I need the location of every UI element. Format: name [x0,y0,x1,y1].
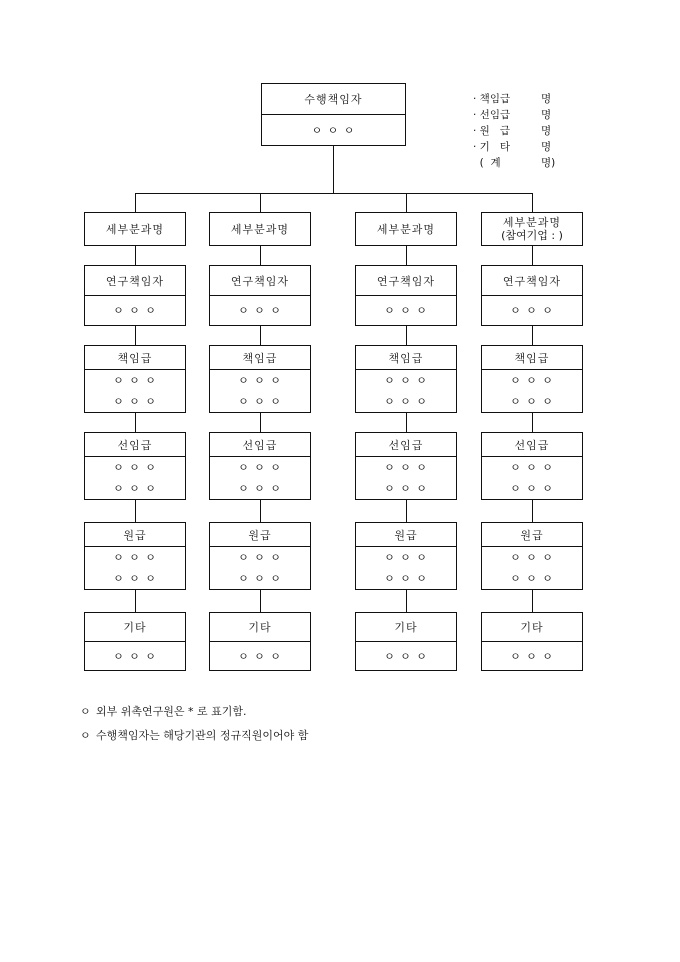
grade-member-list [356,456,456,499]
dept-name: 세부분과명 [502,216,562,229]
legend-grade-label: · 기 타 [473,141,510,153]
grade-member-list [482,546,582,589]
grade-member-name: ㅇ ㅇ ㅇ [238,374,282,387]
grade-box [481,432,583,500]
note-text: 수행책임자는 해당기관의 정규직원이어야 함 [96,729,309,742]
connector-dept-to-leader [406,246,407,265]
connector-bus-to-dept [260,193,261,212]
legend-grade-label: · 책임급 [473,93,511,105]
note-bullet-icon: ㅇ [80,729,91,742]
grade-box [84,612,186,671]
connector-to-group [260,590,261,612]
grade-member-name: ㅇ ㅇ ㅇ [113,572,157,585]
research-leader-title: 연구책임자 [376,274,436,288]
grade-member-list [85,369,185,412]
grade-member-name: ㅇ ㅇ ㅇ [482,641,582,669]
grade-member-name: ㅇ ㅇ ㅇ [356,641,456,669]
grade-box [355,522,457,590]
research-leader-name: ㅇ ㅇ ㅇ [482,295,582,324]
grade-title: 책임급 [514,351,550,365]
legend-row [473,107,555,123]
grade-member-name: ㅇ ㅇ ㅇ [384,572,428,585]
note-bullet-icon: ㅇ [80,705,91,718]
grade-title: 기타 [123,621,147,634]
research-leader-box [355,265,457,326]
connector-to-group [135,500,136,522]
grade-member-name: ㅇ ㅇ ㅇ [384,551,428,564]
research-leader-title: 연구책임자 [502,274,562,288]
connector-to-group [532,413,533,432]
dept-name: 세부분과명 [376,222,436,236]
legend-row [473,91,555,107]
grade-box [209,612,311,671]
connector-to-group [260,500,261,522]
research-leader-name: ㅇ ㅇ ㅇ [210,295,310,324]
legend-count-unit: 명 [541,93,552,105]
grade-member-name: ㅇ ㅇ ㅇ [384,482,428,495]
research-leader-name: ㅇ ㅇ ㅇ [356,295,456,324]
grade-box [355,345,457,413]
research-leader-box [84,265,186,326]
connector-bus-to-dept [135,193,136,212]
grade-member-name: ㅇ ㅇ ㅇ [210,641,310,669]
dept-name: 세부분과명 [105,222,165,236]
legend-grade-label: · 선임급 [473,109,511,121]
note-item [80,724,308,748]
legend-row [473,139,555,155]
grade-member-name: ㅇ ㅇ ㅇ [113,461,157,474]
grade-member-name: ㅇ ㅇ ㅇ [238,395,282,408]
grade-member-name: ㅇ ㅇ ㅇ [238,551,282,564]
grade-member-name: ㅇ ㅇ ㅇ [238,572,282,585]
connector-bus [135,193,533,194]
connector-to-group [135,413,136,432]
connector-dept-to-leader [260,246,261,265]
grade-member-name: ㅇ ㅇ ㅇ [510,482,554,495]
grade-box [209,345,311,413]
grade-box [355,612,457,671]
grade-box [355,432,457,500]
grade-member-name: ㅇ ㅇ ㅇ [113,551,157,564]
grade-member-name: ㅇ ㅇ ㅇ [384,395,428,408]
grade-member-name: ㅇ ㅇ ㅇ [510,374,554,387]
grade-box [84,432,186,500]
grade-member-name: ㅇ ㅇ ㅇ [238,461,282,474]
connector-to-group [406,590,407,612]
connector-bus-to-dept [406,193,407,212]
legend-count-unit: 명) [541,157,556,169]
staff-count-legend [473,91,555,171]
connector-to-group [406,326,407,345]
dept-participating-company: (참여기업 : ) [501,229,563,242]
connector-to-group [135,590,136,612]
grade-member-list [210,456,310,499]
top-manager-box [261,83,406,146]
grade-title: 선임급 [388,438,424,452]
grade-member-list [482,456,582,499]
dept-box [209,212,311,246]
connector-top-to-bus [333,146,334,193]
dept-box [355,212,457,246]
research-leader-box [209,265,311,326]
legend-row [473,123,555,139]
legend-count-unit: 명 [541,125,552,137]
dept-box [481,212,583,246]
connector-to-group [406,500,407,522]
legend-row [473,155,555,171]
grade-title: 원급 [394,528,418,542]
top-manager-title: 수행책임자 [304,93,363,106]
dept-box [84,212,186,246]
connector-to-group [260,413,261,432]
grade-title: 원급 [520,528,544,542]
grade-box [209,522,311,590]
legend-grade-label: · 원 급 [473,125,510,137]
grade-member-name: ㅇ ㅇ ㅇ [510,572,554,585]
grade-member-name: ㅇ ㅇ ㅇ [384,374,428,387]
note-item [80,700,308,724]
research-leader-name: ㅇ ㅇ ㅇ [85,295,185,324]
grade-box [481,612,583,671]
grade-box [84,522,186,590]
grade-member-name: ㅇ ㅇ ㅇ [510,551,554,564]
grade-title: 책임급 [388,351,424,365]
grade-member-list [210,546,310,589]
top-manager-name: ㅇ ㅇ ㅇ [262,114,405,144]
grade-title: 책임급 [242,351,278,365]
research-leader-title: 연구책임자 [230,274,290,288]
grade-title: 선임급 [514,438,550,452]
note-text: 외부 위촉연구원은 * 로 표기함. [96,705,247,718]
legend-count-unit: 명 [541,141,552,153]
grade-member-name: ㅇ ㅇ ㅇ [85,641,185,669]
grade-member-list [210,369,310,412]
grade-title: 기타 [248,621,272,634]
research-leader-title: 연구책임자 [105,274,165,288]
connector-to-group [532,590,533,612]
grade-title: 원급 [123,528,147,542]
connector-to-group [406,413,407,432]
connector-dept-to-leader [135,246,136,265]
grade-title: 원급 [248,528,272,542]
grade-title: 기타 [520,621,544,634]
grade-title: 선임급 [117,438,153,452]
grade-member-list [356,546,456,589]
grade-box [481,522,583,590]
grade-member-name: ㅇ ㅇ ㅇ [384,461,428,474]
grade-member-list [85,456,185,499]
grade-member-list [85,546,185,589]
grade-box [209,432,311,500]
connector-to-group [260,326,261,345]
grade-member-name: ㅇ ㅇ ㅇ [510,395,554,408]
grade-member-name: ㅇ ㅇ ㅇ [113,482,157,495]
grade-member-name: ㅇ ㅇ ㅇ [510,461,554,474]
legend-count-unit: 명 [541,109,552,121]
grade-title: 책임급 [117,351,153,365]
grade-member-name: ㅇ ㅇ ㅇ [113,395,157,408]
legend-grade-label: ( 계 [473,157,501,169]
dept-name: 세부분과명 [230,222,290,236]
grade-title: 기타 [394,621,418,634]
grade-member-list [356,369,456,412]
grade-member-name: ㅇ ㅇ ㅇ [113,374,157,387]
connector-dept-to-leader [532,246,533,265]
connector-to-group [135,326,136,345]
notes-section [80,700,308,748]
grade-member-list [482,369,582,412]
connector-bus-to-dept [532,193,533,212]
grade-title: 선임급 [242,438,278,452]
grade-box [84,345,186,413]
connector-to-group [532,326,533,345]
connector-to-group [532,500,533,522]
grade-member-name: ㅇ ㅇ ㅇ [238,482,282,495]
research-leader-box [481,265,583,326]
grade-box [481,345,583,413]
